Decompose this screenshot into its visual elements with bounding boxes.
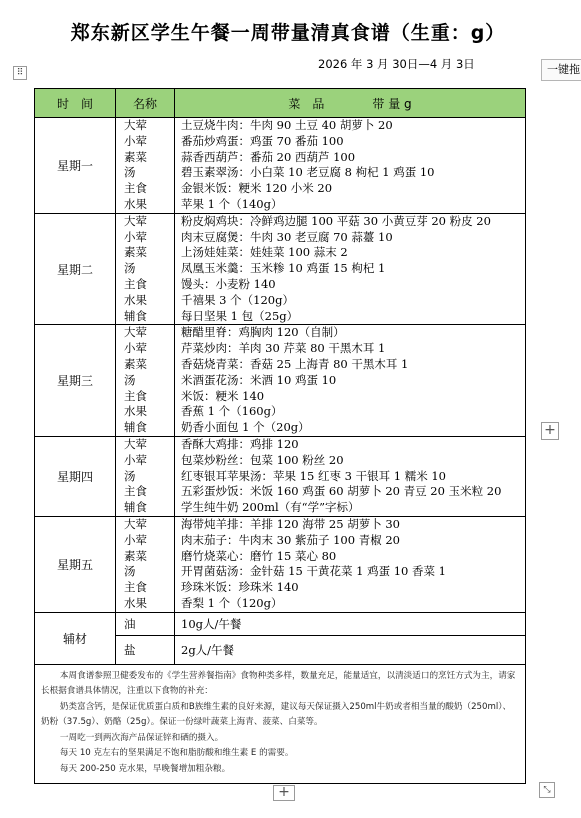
table-resize-icon[interactable]: ⤡	[539, 782, 555, 798]
condiment-amount: 2g人/午餐	[175, 635, 526, 664]
dish-item: 奶香小面包 1 个（20g）	[181, 420, 310, 435]
condiment-name: 油	[116, 612, 175, 635]
category-label: 辅食	[124, 308, 147, 323]
dish-item: 粉皮焖鸡块：冷鲜鸡边腿 100 平菇 30 小黄豆芽 20 粉皮 20	[181, 213, 491, 228]
dish-item: 珍珠米饭：珍珠米 140	[181, 580, 299, 595]
category-label: 素菜	[124, 356, 147, 371]
category-label: 小荤	[124, 532, 147, 547]
condiments-section	[35, 612, 526, 784]
category-label: 小荤	[124, 133, 147, 148]
day-name: 星期二	[35, 213, 116, 325]
category-label: 汤	[124, 261, 136, 276]
day-row	[35, 213, 526, 325]
dish-cell	[175, 516, 526, 612]
dish-item: 五彩蛋炒饭：米饭 160 鸡蛋 60 胡萝卜 20 青豆 20 玉米粒 20	[181, 484, 502, 499]
condiment-name: 盐	[116, 635, 175, 664]
category-label: 水果	[124, 595, 147, 610]
day-row	[35, 516, 526, 612]
day-row	[35, 118, 526, 214]
day-name: 星期四	[35, 436, 116, 516]
category-label: 小荤	[124, 341, 147, 356]
add-row-icon[interactable]: +	[273, 785, 295, 801]
category-label: 素菜	[124, 245, 147, 260]
note-paragraph: 每天 200-250 克水果，早晚餐增加粗杂粮。	[59, 763, 231, 774]
dish-item: 米酒蛋花汤：米酒 10 鸡蛋 10	[181, 372, 337, 387]
header-category: 名称	[116, 89, 175, 118]
day-name: 星期三	[35, 325, 116, 437]
dish-item: 上汤娃娃菜：娃娃菜 100 蒜末 2	[181, 245, 348, 260]
dish-cell	[175, 118, 526, 214]
condiments-label: 辅材	[35, 612, 116, 664]
category-label: 汤	[124, 564, 136, 579]
dish-item: 香蕉 1 个（160g）	[181, 404, 283, 419]
dish-item: 糖醋里脊：鸡胸肉 120（自制）	[181, 325, 345, 340]
category-label: 小荤	[124, 229, 147, 244]
category-cell	[116, 325, 175, 437]
header-dish: 菜 品 带 量 g	[175, 89, 526, 118]
category-label: 大荤	[124, 436, 147, 451]
category-label: 主食	[124, 484, 147, 499]
category-label: 大荤	[124, 118, 147, 132]
notes-cell	[35, 664, 526, 784]
dish-item: 番茄炒鸡蛋：鸡蛋 70 番茄 100	[181, 133, 344, 148]
note-paragraph: 本周食谱参照卫健委发布的《学生营养餐指南》食物种类多样，数量充足，能量适宜，以清淡适口的烹饪方式为主，请家长根据食谱具体情况，注重以下食物的补充：	[41, 670, 516, 697]
dish-item: 每日坚果 1 包（25g）	[181, 308, 299, 323]
category-label: 汤	[124, 372, 136, 387]
category-label: 汤	[124, 165, 136, 180]
category-cell	[116, 436, 175, 516]
dish-item: 肉末茄子：牛肉末 30 紫茄子 100 青椒 20	[181, 532, 400, 547]
dish-item: 肉末豆腐煲：牛肉 30 老豆腐 70 蒜薹 10	[181, 229, 393, 244]
dish-item: 芹菜炒肉：羊肉 30 芹菜 80 干黑木耳 1	[181, 341, 386, 356]
dish-item: 苹果 1 个（140g）	[181, 196, 283, 211]
day-name: 星期一	[35, 118, 116, 214]
header-row	[35, 89, 526, 118]
header-time: 时 间	[35, 89, 116, 118]
category-label: 主食	[124, 276, 147, 291]
dish-item: 红枣银耳苹果汤：苹果 15 红枣 3 干银耳 1 糯米 10	[181, 468, 446, 483]
menu-table	[34, 88, 526, 784]
day-row	[35, 325, 526, 437]
dish-item: 磨竹烧菜心：磨竹 15 菜心 80	[181, 548, 337, 563]
dish-item: 学生纯牛奶 200ml（有“学”字标）	[181, 500, 360, 515]
dish-item: 金银米饭：粳米 120 小米 20	[181, 181, 333, 196]
category-label: 辅食	[124, 500, 147, 515]
page-title: 郑东新区学生午餐一周带量清真食谱（生重：g）	[70, 22, 506, 44]
note-paragraph: 一周吃一到两次海产品保证锌和硒的摄入。	[59, 732, 224, 743]
day-name: 星期五	[35, 516, 116, 612]
category-label: 主食	[124, 388, 147, 403]
table-move-handle-icon[interactable]: ⠿	[13, 66, 27, 80]
dish-item: 香梨 1 个（120g）	[181, 595, 283, 610]
dish-item: 千禧果 3 个（120g）	[181, 292, 294, 307]
category-label: 大荤	[124, 516, 147, 531]
day-rows	[35, 118, 526, 613]
category-label: 素菜	[124, 149, 147, 164]
dish-item: 土豆烧牛肉：牛肉 90 土豆 40 胡萝卜 20	[181, 118, 393, 132]
dish-cell	[175, 436, 526, 516]
notes-row	[35, 664, 526, 784]
category-label: 素菜	[124, 548, 147, 563]
condiment-row	[35, 612, 526, 635]
category-label: 小荤	[124, 452, 147, 467]
category-label: 水果	[124, 196, 147, 211]
dish-item: 蒜香西葫芦：番茄 20 西葫芦 100	[181, 149, 356, 164]
category-label: 水果	[124, 404, 147, 419]
dish-item: 馒头：小麦粉 140	[181, 276, 276, 291]
dish-item: 凤凰玉米羹：玉米糁 10 鸡蛋 15 枸杞 1	[181, 261, 386, 276]
category-cell	[116, 118, 175, 214]
category-label: 辅食	[124, 420, 147, 435]
condiment-amount: 10g人/午餐	[175, 612, 526, 635]
dish-item: 包菜炒粉丝：包菜 100 粉丝 20	[181, 452, 344, 467]
dish-item: 开胃菌菇汤：金针菇 15 干黄花菜 1 鸡蛋 10 香菜 1	[181, 564, 446, 579]
dish-item: 碧玉素翠汤：小白菜 10 老豆腐 8 枸杞 1 鸡蛋 10	[181, 165, 435, 180]
dish-item: 香酥大鸡排：鸡排 120	[181, 436, 299, 451]
category-label: 主食	[124, 181, 147, 196]
day-row	[35, 436, 526, 516]
side-drag-button[interactable]: 一键拖	[541, 59, 581, 81]
dish-cell	[175, 213, 526, 325]
category-label: 水果	[124, 292, 147, 307]
dish-cell	[175, 325, 526, 437]
dish-item: 米饭：粳米 140	[181, 388, 265, 403]
category-cell	[116, 213, 175, 325]
date-range: 2026 年 3 月 30日—4 月 3日	[318, 57, 475, 71]
dish-item: 香菇烧青菜：香菇 25 上海青 80 干黑木耳 1	[181, 356, 409, 371]
category-label: 主食	[124, 580, 147, 595]
category-label: 大荤	[124, 325, 147, 340]
dish-item: 海带炖羊排：羊排 120 海带 25 胡萝卜 30	[181, 516, 400, 531]
note-paragraph: 奶类富含钙，是保证优质蛋白质和B族维生素的良好来源，建议每天保证摄入250ml牛奶或者相当量的酸奶（250ml）、奶粉（37.5g）、奶酪（25g）。保证一份绿叶蔬菜上海青、菠菜、白菜等。	[41, 701, 512, 728]
category-cell	[116, 516, 175, 612]
category-label: 汤	[124, 468, 136, 483]
category-label: 大荤	[124, 213, 147, 228]
note-paragraph: 每天 10 克左右的坚果满足不饱和脂肪酸和维生素 E 的需要。	[59, 748, 294, 759]
add-column-icon[interactable]: +	[541, 422, 559, 440]
